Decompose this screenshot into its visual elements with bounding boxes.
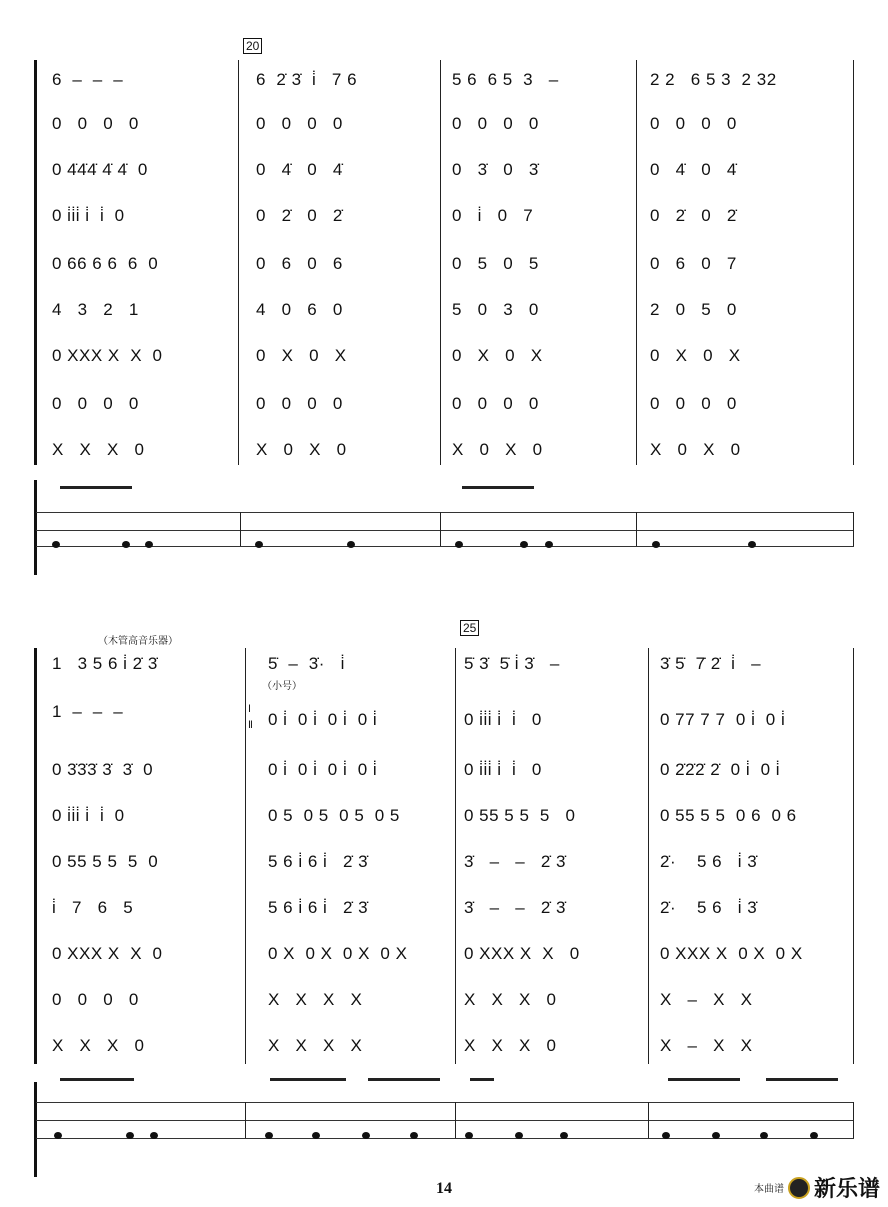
measure: 0 i̇i̇i̇ i̇ i̇ 0 bbox=[52, 806, 125, 825]
measure: 0 3̇3̇3̇ 3̇ 3̇ 0 bbox=[52, 760, 154, 779]
beam bbox=[766, 1078, 838, 1081]
measure: 0 6 0 7 bbox=[650, 254, 737, 273]
barline bbox=[455, 1102, 456, 1138]
measure: 4 0 6 0 bbox=[256, 300, 343, 319]
measure: 5̇ 3̇ 5̇ i̇ 3̇ – bbox=[464, 654, 560, 673]
note-head bbox=[810, 1132, 818, 1139]
note-head bbox=[560, 1132, 568, 1139]
measure: 4 3 2 1 bbox=[52, 300, 139, 319]
barline bbox=[853, 1102, 854, 1138]
barline bbox=[245, 648, 246, 1064]
disc-logo-icon bbox=[788, 1177, 810, 1199]
measure: 0 0 0 0 bbox=[452, 394, 539, 413]
percussion-bracket bbox=[34, 1082, 37, 1177]
beam bbox=[270, 1078, 346, 1081]
measure: 0 4̇ 0 4̇ bbox=[650, 160, 737, 179]
measure: 0 0 0 0 bbox=[650, 394, 737, 413]
measure: 0 i̇ 0 i̇ 0 i̇ 0 i̇ bbox=[268, 710, 378, 729]
measure: 0 0 0 0 bbox=[52, 114, 139, 133]
measure: 1 – – – bbox=[52, 702, 124, 721]
measure: X X X 0 bbox=[464, 1036, 557, 1055]
brand-name: 新乐谱 bbox=[813, 1176, 880, 1201]
barline bbox=[853, 60, 854, 465]
measure: 0 0 0 0 bbox=[52, 394, 139, 413]
divisi-mark: Ⅰ Ⅱ bbox=[248, 704, 253, 731]
measure: X X X 0 bbox=[52, 1036, 145, 1055]
note-head bbox=[662, 1132, 670, 1139]
measure: X – X X bbox=[660, 1036, 753, 1055]
note-head bbox=[465, 1132, 473, 1139]
note-head bbox=[347, 541, 355, 548]
measure: X X X X bbox=[268, 1036, 363, 1055]
measure: 6 2̇ 3̇ i̇ 7 6 bbox=[256, 70, 358, 89]
measure: 0 4̇4̇4̇ 4̇ 4̇ 0 bbox=[52, 160, 148, 179]
measure: i̇ 7 6 5 bbox=[52, 898, 134, 917]
measure: 2 0 5 0 bbox=[650, 300, 737, 319]
page-number: 14 bbox=[436, 1180, 452, 1197]
barline bbox=[240, 512, 241, 546]
measure: 0 0 0 0 bbox=[452, 114, 539, 133]
measure: 0 0 0 0 bbox=[256, 114, 343, 133]
note-head bbox=[54, 1132, 62, 1139]
measure: 0 55 5 5 5 0 bbox=[464, 806, 576, 825]
measure: 0 0 0 0 bbox=[650, 114, 737, 133]
note-head bbox=[748, 541, 756, 548]
beam bbox=[462, 486, 534, 489]
measure: 0 6 0 6 bbox=[256, 254, 343, 273]
note-head bbox=[122, 541, 130, 548]
measure: 0 2̇ 0 2̇ bbox=[256, 206, 343, 225]
note-head bbox=[265, 1132, 273, 1139]
rehearsal-mark-20: 20 bbox=[243, 38, 262, 54]
note-head bbox=[410, 1132, 418, 1139]
note-head bbox=[126, 1132, 134, 1139]
group-bracket bbox=[34, 60, 37, 465]
staff-line bbox=[36, 1120, 854, 1121]
note-head bbox=[652, 541, 660, 548]
measure: 0 77 7 7 0 i̇ 0 i̇ bbox=[660, 710, 786, 729]
measure: 0 55 5 5 0 6 0 6 bbox=[660, 806, 797, 825]
measure: 0 5 0 5 0 5 0 5 bbox=[268, 806, 400, 825]
measure: 5 6 6 5 3 – bbox=[452, 70, 559, 89]
measure: 0 66 6 6 6 0 bbox=[52, 254, 159, 273]
note-head bbox=[52, 541, 60, 548]
measure: 5 6 i̇ 6 i̇ 2̇ 3̇ bbox=[268, 898, 369, 917]
measure: 0 2̇2̇2̇ 2̇ 0 i̇ 0 i̇ bbox=[660, 760, 781, 779]
measure: 0 i̇ 0 i̇ 0 i̇ 0 i̇ bbox=[268, 760, 378, 779]
measure: 0 i̇i̇i̇ i̇ i̇ 0 bbox=[464, 710, 542, 729]
measure: 0 55 5 5 5 0 bbox=[52, 852, 159, 871]
measure: 2̇· 5 6 i̇ 3̇ bbox=[660, 898, 758, 917]
watermark-brand bbox=[754, 1172, 880, 1203]
measure: 0 2̇ 0 2̇ bbox=[650, 206, 737, 225]
measure: 3̇ – – 2̇ 3̇ bbox=[464, 898, 567, 917]
barline bbox=[440, 60, 441, 465]
measure: 0 XXX X 0 X 0 X bbox=[660, 944, 803, 963]
staff-line bbox=[36, 1102, 854, 1103]
staff-line bbox=[36, 512, 854, 513]
note-head bbox=[145, 541, 153, 548]
measure: 0 X 0 X bbox=[452, 346, 543, 365]
group-bracket bbox=[34, 648, 37, 1064]
measure: X 0 X 0 bbox=[256, 440, 347, 459]
measure: X – X X bbox=[660, 990, 753, 1009]
instrument-annotation: （小号） bbox=[262, 681, 302, 692]
beam bbox=[368, 1078, 440, 1081]
measure: X 0 X 0 bbox=[650, 440, 741, 459]
measure: X 0 X 0 bbox=[452, 440, 543, 459]
beam bbox=[668, 1078, 740, 1081]
barline bbox=[648, 648, 649, 1064]
measure: 0 i̇i̇i̇ i̇ i̇ 0 bbox=[464, 760, 542, 779]
measure: 5̇ – 3̇· i̇ bbox=[268, 654, 345, 673]
measure: 5 0 3 0 bbox=[452, 300, 539, 319]
beam bbox=[470, 1078, 494, 1081]
rehearsal-mark-25: 25 bbox=[460, 620, 479, 636]
measure: 0 i̇i̇i̇ i̇ i̇ 0 bbox=[52, 206, 125, 225]
measure: X X X 0 bbox=[464, 990, 557, 1009]
barline bbox=[440, 512, 441, 546]
brand-caption: 本曲谱 bbox=[753, 1184, 784, 1195]
note-head bbox=[712, 1132, 720, 1139]
barline bbox=[636, 60, 637, 465]
measure: 0 X 0 X bbox=[256, 346, 347, 365]
measure: 2̇· 5 6 i̇ 3̇ bbox=[660, 852, 758, 871]
barline bbox=[245, 1102, 246, 1138]
instrument-annotation: （木管高音乐器） bbox=[98, 636, 178, 647]
measure: 3̇ – – 2̇ 3̇ bbox=[464, 852, 567, 871]
measure: 0 XXX X X 0 bbox=[52, 944, 163, 963]
note-head bbox=[255, 541, 263, 548]
measure: 0 XXX X X 0 bbox=[52, 346, 163, 365]
measure: 6 – – – bbox=[52, 70, 124, 89]
note-head bbox=[520, 541, 528, 548]
note-head bbox=[515, 1132, 523, 1139]
note-head bbox=[455, 541, 463, 548]
measure: 0 0 0 0 bbox=[52, 990, 139, 1009]
barline bbox=[853, 648, 854, 1064]
measure: 0 i̇ 0 7 bbox=[452, 206, 534, 225]
percussion-bracket bbox=[34, 480, 37, 575]
measure: 0 4̇ 0 4̇ bbox=[256, 160, 343, 179]
note-head bbox=[312, 1132, 320, 1139]
barline bbox=[853, 512, 854, 546]
note-head bbox=[150, 1132, 158, 1139]
measure: 0 5 0 5 bbox=[452, 254, 539, 273]
measure: 0 X 0 X 0 X 0 X bbox=[268, 944, 408, 963]
measure: 2 2 6 5 3 2 32 bbox=[650, 70, 777, 89]
staff-line bbox=[36, 1138, 854, 1139]
staff-line bbox=[36, 530, 854, 531]
beam bbox=[60, 486, 132, 489]
note-head bbox=[362, 1132, 370, 1139]
note-head bbox=[760, 1132, 768, 1139]
measure: 0 0 0 0 bbox=[256, 394, 343, 413]
measure: 3̇ 5̇ 7̇ 2̇ i̇ – bbox=[660, 654, 762, 673]
barline bbox=[238, 60, 239, 465]
measure: X X X 0 bbox=[52, 440, 145, 459]
measure: 0 3̇ 0 3̇ bbox=[452, 160, 539, 179]
note-head bbox=[545, 541, 553, 548]
barline bbox=[455, 648, 456, 1064]
staff-line bbox=[36, 546, 854, 547]
measure: 0 X 0 X bbox=[650, 346, 741, 365]
measure: 1 3 5 6 i̇ 2̇ 3̇ bbox=[52, 654, 158, 673]
measure: 5 6 i̇ 6 i̇ 2̇ 3̇ bbox=[268, 852, 369, 871]
beam bbox=[60, 1078, 134, 1081]
barline bbox=[636, 512, 637, 546]
measure: 0 XXX X X 0 bbox=[464, 944, 580, 963]
barline bbox=[648, 1102, 649, 1138]
measure: X X X X bbox=[268, 990, 363, 1009]
